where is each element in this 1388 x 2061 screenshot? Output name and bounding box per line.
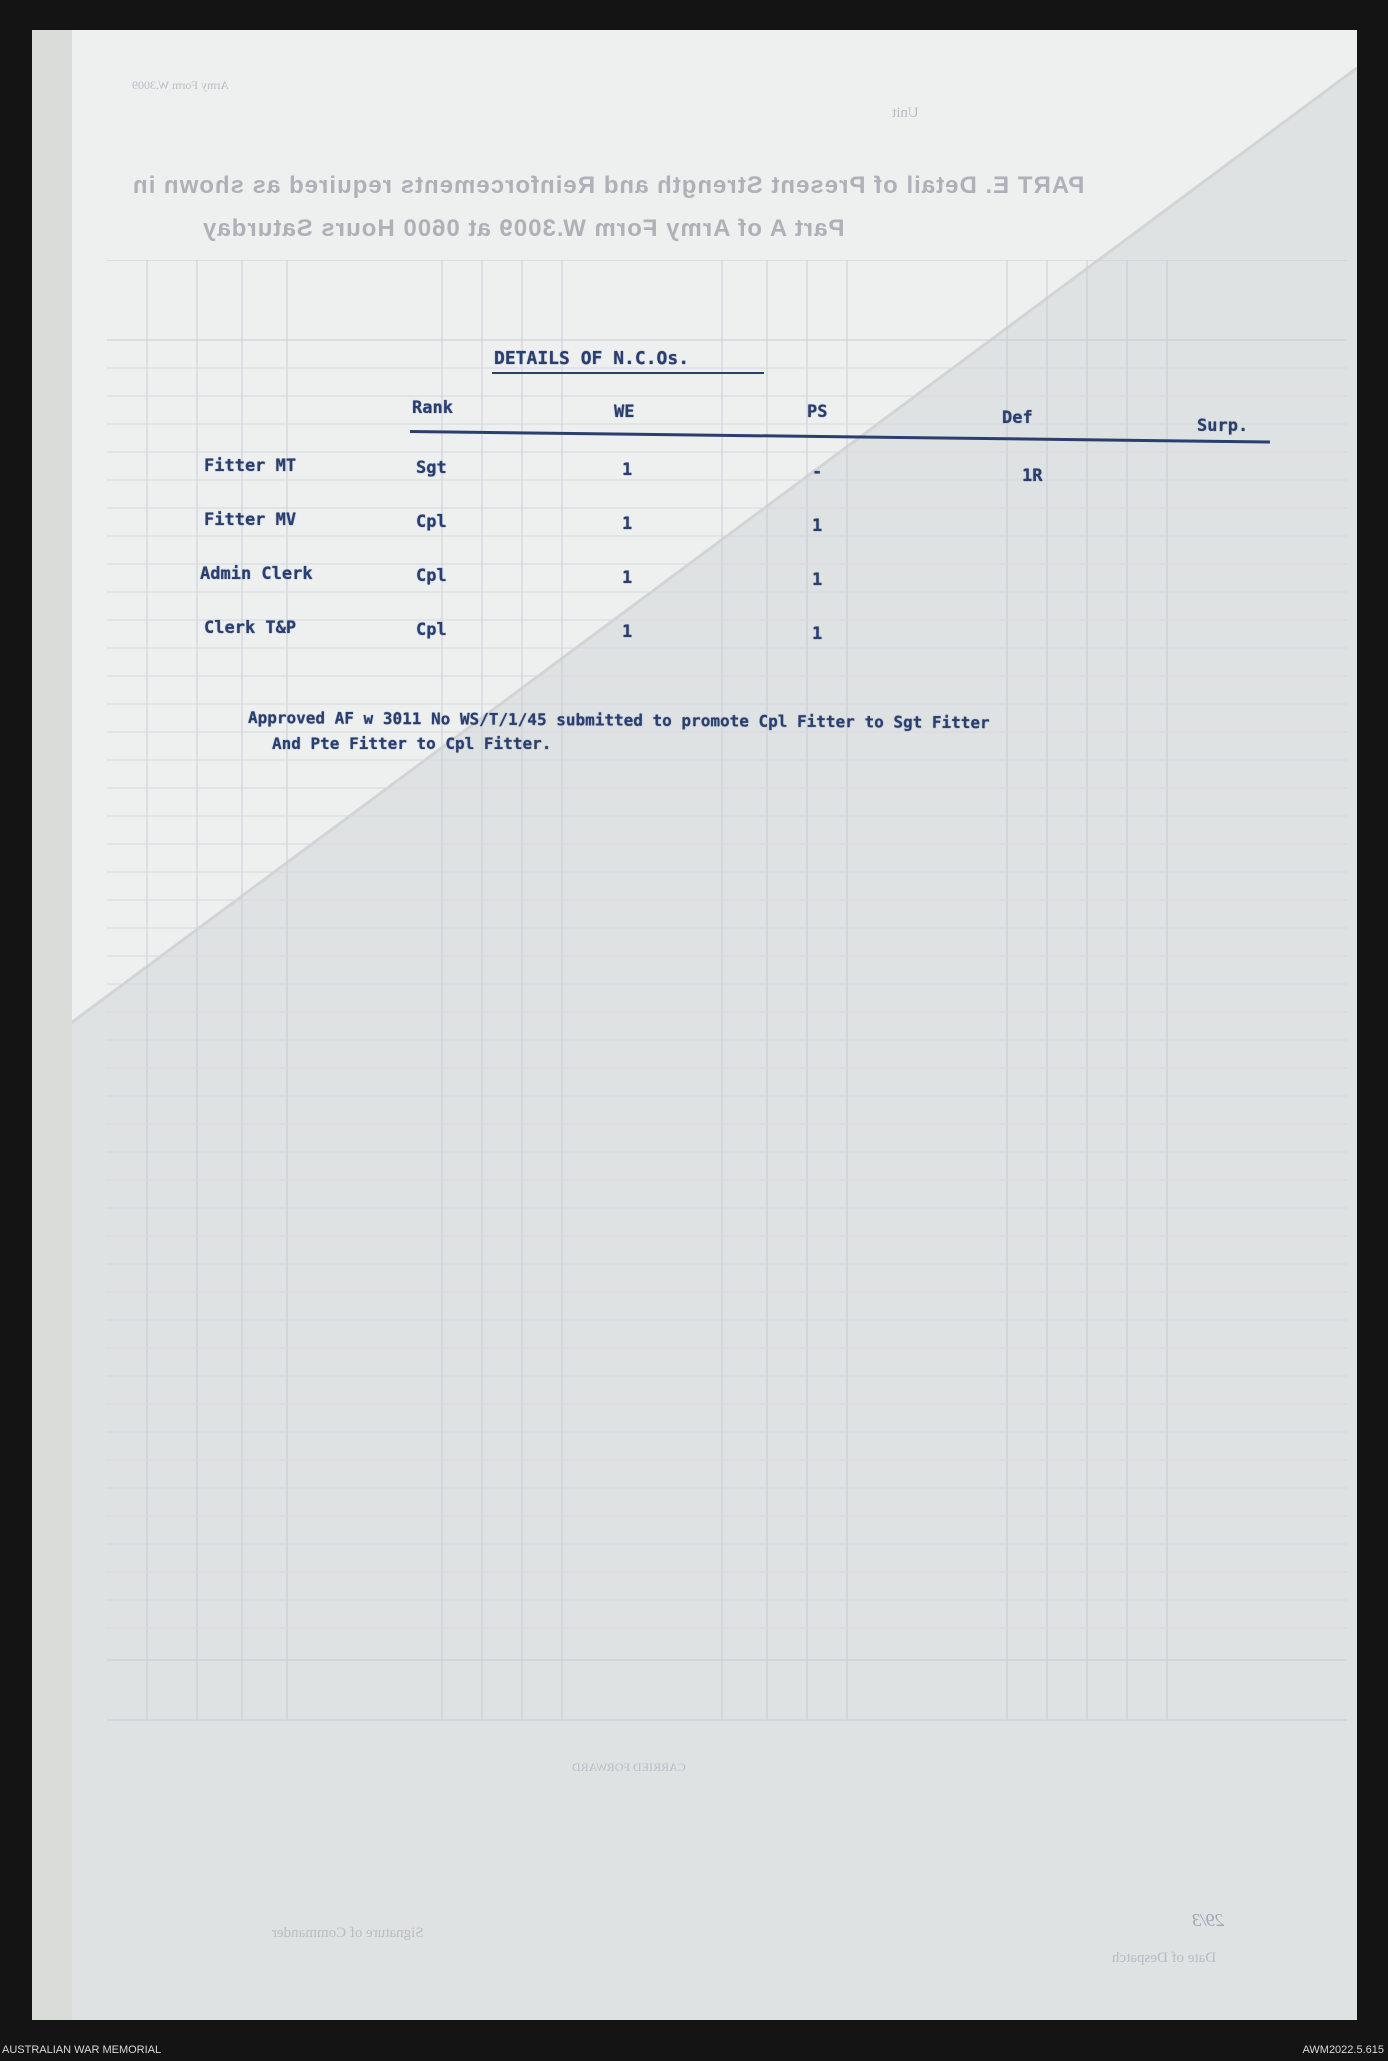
col-header-ps: PS	[807, 402, 828, 422]
show-through-formno: Army Form W.3009	[132, 78, 230, 92]
row-1-we: 1	[622, 460, 633, 480]
row-1-ps: -	[812, 462, 823, 482]
show-through-date-stamp: 29/3	[1192, 1910, 1225, 1930]
row-3-ps: 1	[812, 570, 823, 590]
show-through-unit: Unit	[892, 105, 919, 121]
row-2-trade: Fitter MV	[204, 510, 297, 530]
col-header-we: WE	[614, 402, 635, 422]
show-through-despatch: Date of Despatch	[1112, 1950, 1217, 1966]
note-line-2: And Pte Fitter to Cpl Fitter.	[272, 734, 552, 753]
show-through-carried: CARRIED FORWARD	[572, 1760, 686, 1774]
row-2-ps: 1	[812, 516, 823, 536]
show-through-title-2: Part A of Army Form W.3009 at 0600 Hours Saturday	[202, 215, 845, 242]
col-header-surp: Surp.	[1197, 416, 1249, 436]
heading-underline	[492, 372, 764, 374]
row-4-trade: Clerk T&P	[204, 618, 297, 638]
show-through-title-1: PART E. Detail of Present Strength and Reinforcements required as shown in	[132, 172, 1085, 199]
row-1-rank: Sgt	[416, 458, 447, 478]
row-4-rank: Cpl	[416, 620, 447, 640]
row-4-ps: 1	[812, 624, 823, 644]
col-header-rank: Rank	[412, 398, 453, 418]
row-3-we: 1	[622, 568, 633, 588]
row-3-trade: Admin Clerk	[200, 564, 313, 584]
row-2-rank: Cpl	[416, 512, 447, 532]
row-3-rank: Cpl	[416, 566, 447, 586]
row-2-we: 1	[622, 514, 633, 534]
note-line-1: Approved AF w 3011 No WS/T/1/45 submitted to promote Cpl Fitter to Sgt Fitter	[247, 708, 990, 733]
row-1-def: 1R	[1022, 466, 1043, 486]
show-through-grid	[107, 260, 1347, 1760]
row-4-we: 1	[622, 622, 633, 642]
section-heading: DETAILS OF N.C.Os.	[494, 348, 690, 369]
row-1-trade: Fitter MT	[204, 456, 297, 476]
col-header-def: Def	[1002, 408, 1033, 428]
document-sheet	[32, 30, 1357, 2020]
footer-left: AUSTRALIAN WAR MEMORIAL	[2, 2044, 162, 2056]
show-through-signature: Signature of Commander	[272, 1925, 424, 1941]
footer-right: AWM2022.5.615	[1302, 2044, 1384, 2056]
